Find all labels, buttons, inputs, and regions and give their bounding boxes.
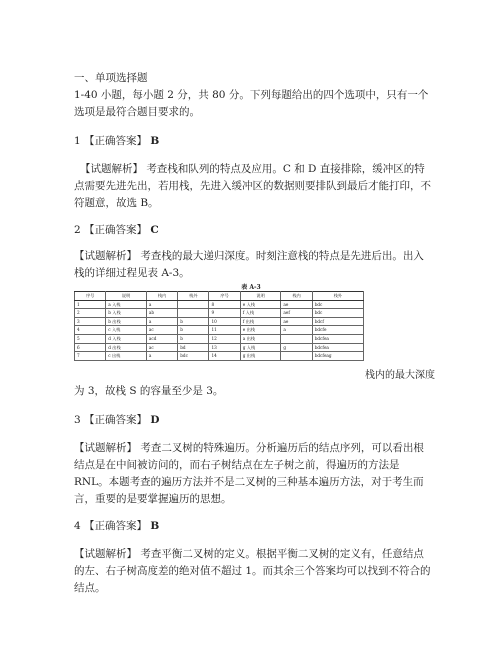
table-cell: bdc <box>178 352 209 361</box>
q1-number: 1 <box>74 135 81 147</box>
table-cell: d 出栈 <box>106 343 147 352</box>
analysis-label: 【试题解析】 <box>74 548 137 560</box>
table-cell: 13 <box>209 343 240 352</box>
table-cell: 11 <box>209 326 240 335</box>
table-cell: a 出栈 <box>240 334 281 343</box>
table-cell <box>178 309 209 318</box>
table-cell: 12 <box>209 334 240 343</box>
table-row <box>75 309 364 318</box>
table-header-cell: 栈外 <box>312 292 363 301</box>
table-cell: a 入栈 <box>106 300 147 309</box>
table-cell: c 入栈 <box>106 326 147 335</box>
table-cell: e 入栈 <box>240 300 281 309</box>
table-cell: f 入栈 <box>240 309 281 318</box>
q4-answer-line <box>74 518 432 535</box>
table-cell: 7 <box>75 352 106 361</box>
table-cell: bdcf <box>312 317 363 326</box>
answer-label: 【正确答案】 <box>84 414 148 426</box>
answer-label: 【正确答案】 <box>84 224 148 236</box>
q4-answer: B <box>150 520 160 532</box>
q3-answer: D <box>150 414 160 426</box>
table-cell: 14 <box>209 352 240 361</box>
table-cell: bdcfea <box>312 343 363 352</box>
answer-label: 【正确答案】 <box>84 520 148 532</box>
q3-number: 3 <box>74 414 81 426</box>
q4-analysis-text: 考查平衡二叉树的定义。根据平衡二叉树的定义有，任意结点的左、右子树高度差的绝对值不超过 1。而其余三个答案均可以找到不符合的结点。 <box>74 548 431 594</box>
analysis-label: 【试题解析】 <box>74 442 137 454</box>
q3-answer-line <box>74 412 432 429</box>
table-cell: e 出栈 <box>240 326 281 335</box>
q4-analysis <box>74 546 432 597</box>
q1-answer: B <box>150 135 160 147</box>
table-header-cell: 序号 <box>75 292 106 301</box>
table-cell <box>281 352 312 361</box>
table-cell: 4 <box>75 326 106 335</box>
answer-label: 【正确答案】 <box>84 135 148 147</box>
table-cell: g 入栈 <box>240 343 281 352</box>
table-row <box>75 352 364 361</box>
q1-answer-line <box>74 133 432 150</box>
table-caption: 表 A-3 <box>241 284 261 291</box>
table-cell: ac <box>146 343 177 352</box>
table-header-cell: 栈内 <box>146 292 177 301</box>
table-cell: g 出栈 <box>240 352 281 361</box>
q4-number: 4 <box>74 520 81 532</box>
table-cell: a <box>146 352 177 361</box>
table-cell: a <box>281 326 312 335</box>
table-cell <box>281 334 312 343</box>
table-header-cell: 说明 <box>240 292 281 301</box>
table-cell: 1 <box>75 300 106 309</box>
table-cell: bdc <box>312 300 363 309</box>
table-cell: b <box>178 334 209 343</box>
table-cell: b <box>178 326 209 335</box>
stack-table <box>74 291 364 361</box>
q1-analysis <box>74 161 432 212</box>
q1-analysis-text: 考查栈和队列的特点及应用。C 和 D 直接排除，缓冲区的特点需要先进先出，若用栈，先进入缓冲区的数据则要排队到最后才能打印，不符题意，故选 B。 <box>74 163 431 209</box>
table-cell: ae <box>281 300 312 309</box>
table-cell: ac <box>146 326 177 335</box>
table-cell: f 出栈 <box>240 317 281 326</box>
table-cell: bdc <box>312 309 363 318</box>
table-cell: b 出栈 <box>106 317 147 326</box>
table-cell: acd <box>146 334 177 343</box>
table-header-cell: 栈外 <box>178 292 209 301</box>
table-cell: c 出栈 <box>106 352 147 361</box>
table-row <box>75 343 364 352</box>
table-cell: a <box>146 300 177 309</box>
table-row <box>75 317 364 326</box>
table-cell: b 入栈 <box>106 309 147 318</box>
table-cell: bdcfe <box>312 326 363 335</box>
table-cell <box>178 300 209 309</box>
q3-analysis-text: 考查二叉树的特殊遍历。分析遍历后的结点序列，可以看出根结点是在中间被访问的，而右子树结点在左子树之前，得遍历的方法是 RNL。本题考查的遍历方法并不是二叉树的三种基本遍历方法，对于考生而言，重要的是要掌握遍历的思想。 <box>74 442 424 505</box>
table-cell: b <box>178 317 209 326</box>
table-cell: bd <box>178 343 209 352</box>
table-cell: 9 <box>209 309 240 318</box>
table-cell: ae <box>281 317 312 326</box>
table-cell: aef <box>281 309 312 318</box>
table-cell: 6 <box>75 343 106 352</box>
table-cell: d 入栈 <box>106 334 147 343</box>
table-header-row <box>75 292 364 301</box>
table-header-cell: 序号 <box>209 292 240 301</box>
q2-answer-line <box>74 222 432 239</box>
table-cell: bdcfea <box>312 334 363 343</box>
table-cell: bdcfeag <box>312 352 363 361</box>
table-row <box>75 334 364 343</box>
section-intro: 1-40 小题，每小题 2 分，共 80 分。下列每题给出的四个选项中，只有一个选项是最符合题目要求的。 <box>74 89 429 118</box>
table-cell: g <box>281 343 312 352</box>
table-conclusion: 为 3，故栈 S 的容量至少是 3。 <box>74 385 224 397</box>
table-header-cell: 栈内 <box>281 292 312 301</box>
analysis-label: 【试题解析】 <box>74 250 137 262</box>
table-header-cell: 说明 <box>106 292 147 301</box>
table-cell: 5 <box>75 334 106 343</box>
table-cell: a <box>146 317 177 326</box>
table-trailing-note: 栈内的最大深度 <box>365 370 435 381</box>
section-title: 一、单项选择题 <box>74 72 148 84</box>
q2-number: 2 <box>74 224 81 236</box>
q2-analysis <box>74 248 432 282</box>
q2-analysis-text: 考查栈的最大递归深度。时刻注意栈的特点是先进后出。出入栈的详细过程见表 A-3。 <box>74 250 424 279</box>
table-cell: 2 <box>75 309 106 318</box>
table-cell: ab <box>146 309 177 318</box>
table-cell: 10 <box>209 317 240 326</box>
analysis-label: 【试题解析】 <box>80 163 143 175</box>
table-cell: 3 <box>75 317 106 326</box>
q3-analysis <box>74 440 432 508</box>
table-row <box>75 300 364 309</box>
table-row <box>75 326 364 335</box>
table-cell: 8 <box>209 300 240 309</box>
q2-answer: C <box>150 224 159 236</box>
